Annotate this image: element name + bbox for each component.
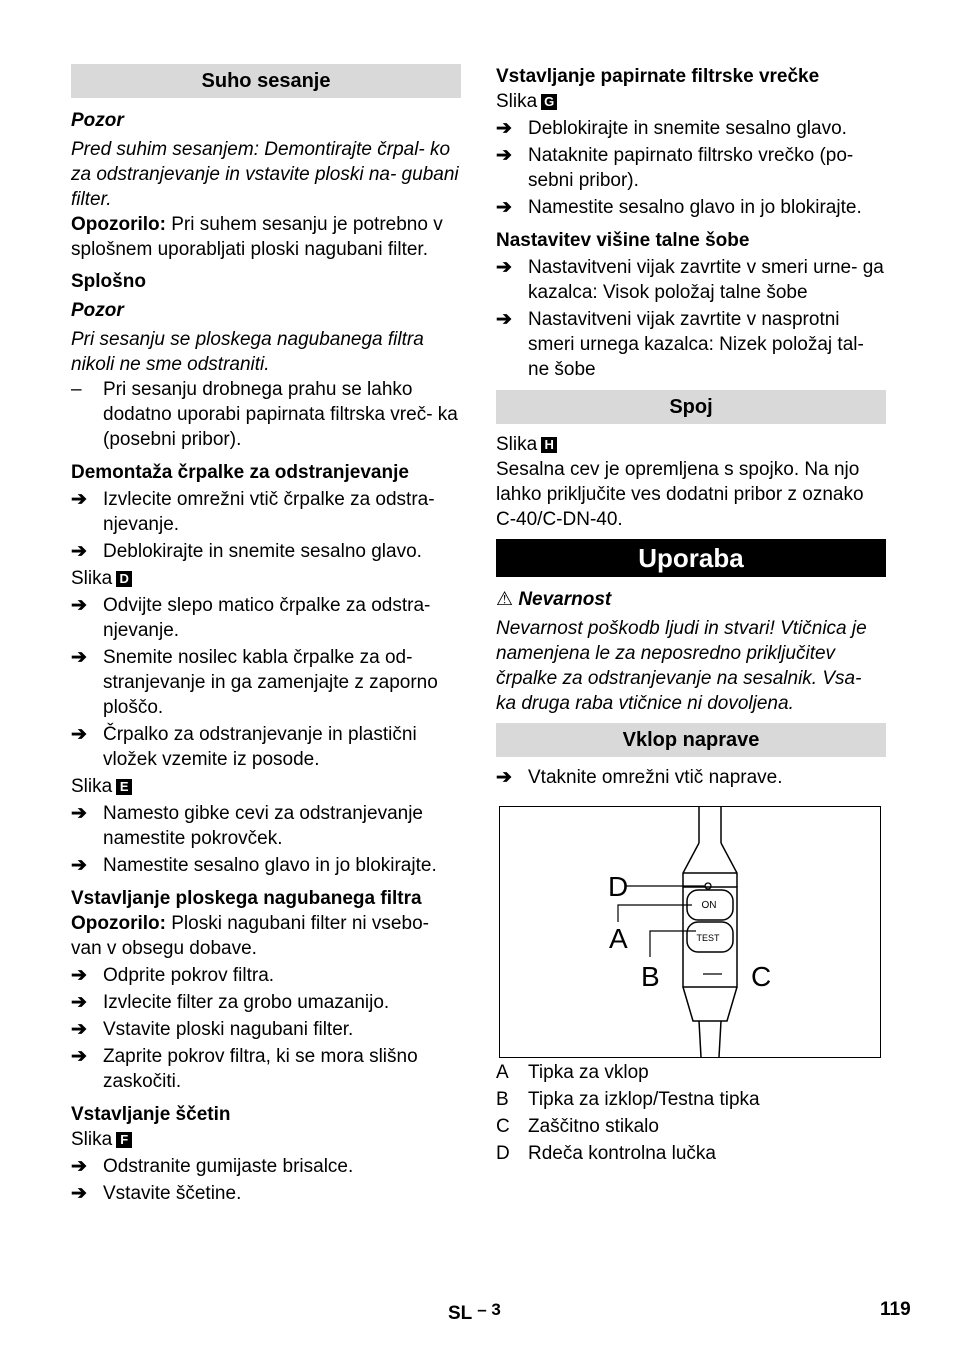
heading-scetin: Vstavljanje ščetin [71, 1104, 231, 1125]
footer-language: SL – 3 [448, 1300, 501, 1324]
callout-c: C [751, 961, 772, 992]
figure-letter-badge: G [541, 94, 557, 110]
section-title-uporaba: Uporaba [496, 539, 886, 577]
arrow-right-icon: ➔ [496, 767, 512, 788]
device-figure [499, 806, 881, 1058]
spoj-text: Sesalna cev je opremljena s spojko. Na njo lahko priključite ves dodatni pribor z oznako C-40/C-DN-40. [496, 459, 864, 530]
arrow-right-icon: ➔ [496, 145, 512, 166]
list-item: ➔ Odvijte slepo matico črpalke za odstra- njevanje. [71, 595, 431, 641]
opozorilo-label: Opozorilo: [71, 214, 166, 235]
arrow-right-icon: ➔ [71, 992, 87, 1013]
heading-splosno: Splošno [71, 271, 146, 292]
list-item: ➔ Nataknite papirnato filtrsko vrečko (po- sebni pribor). [496, 145, 854, 191]
footer-local-page: – 3 [477, 1300, 501, 1319]
arrow-right-icon: ➔ [71, 595, 87, 616]
figure-letter-badge: F [116, 1132, 132, 1148]
on-button-label: ON [701, 900, 717, 911]
list-item: ➔ Vtaknite omrežni vtič naprave. [496, 767, 783, 788]
figure-letter-badge: D [116, 571, 132, 587]
figure-ref-f: Slika F [71, 1127, 461, 1152]
dash-icon: – [71, 379, 82, 400]
figure-legend [496, 1060, 886, 1166]
callout-b: B [641, 961, 660, 992]
figure-ref-g: Slika G [496, 89, 886, 114]
pozor-text-2: Pri sesanju se ploskega nagubanega filtra nikoli ne sme odstraniti. [71, 329, 424, 375]
arrow-right-icon: ➔ [71, 855, 87, 876]
legend-item: A Tipka za vklop [496, 1062, 649, 1083]
arrow-right-icon: ➔ [71, 1046, 87, 1067]
list-item: ➔ Nastavitveni vijak zavrtite v nasprotni smeri urnega kazalca: Nizek položaj tal- ne šobe [496, 309, 864, 380]
list-item: ➔ Izvlecite filter za grobo umazanijo. [71, 992, 390, 1013]
arrow-right-icon: ➔ [71, 1156, 87, 1177]
legend-item: D Rdeča kontrolna lučka [496, 1143, 716, 1164]
arrow-right-icon: ➔ [496, 118, 512, 139]
opozorilo-paragraph [71, 212, 461, 262]
legend-item: B Tipka za izklop/Testna tipka [496, 1089, 760, 1110]
arrow-right-icon: ➔ [71, 1019, 87, 1040]
figure-ref-d: Slika D [71, 566, 461, 591]
arrow-right-icon: ➔ [71, 1183, 87, 1204]
pozor-text: Pred suhim sesanjem: Demontirajte črpal- ko za odstranjevanje in vstavite ploski na- gubani filter. [71, 139, 459, 210]
arrow-right-icon: ➔ [496, 197, 512, 218]
heading-demontaza: Demontaža črpalke za odstranjevanje [71, 462, 409, 483]
dash-list-item: – Pri sesanju drobnega prahu se lahko dodatno uporabi papirnata filtrska vreč- ka (posebni pribor). [71, 379, 458, 450]
list-item: ➔ Namestite sesalno glavo in jo blokirajte. [496, 197, 862, 218]
test-button-label: TEST [696, 933, 720, 943]
arrow-right-icon: ➔ [71, 803, 87, 824]
list-item: ➔ Izvlecite omrežni vtič črpalke za odstra- njevanje. [71, 489, 435, 535]
figure-ref-e: Slika E [71, 774, 461, 799]
opozorilo-text: Pri suhem sesanju je potrebno v splošnem uporabljati ploski nagubani filter. [71, 214, 443, 260]
figure-letter-badge: E [116, 779, 132, 795]
arrow-right-icon: ➔ [496, 257, 512, 278]
right-column [496, 64, 886, 1166]
arrow-right-icon: ➔ [71, 647, 87, 668]
pozor-label: Pozor [71, 110, 124, 131]
callout-a: A [609, 923, 628, 954]
pozor-label-2: Pozor [71, 300, 124, 321]
arrow-right-icon: ➔ [71, 489, 87, 510]
list-item: ➔ Zaprite pokrov filtra, ki se mora slišno zaskočiti. [71, 1046, 418, 1092]
arrow-right-icon: ➔ [71, 541, 87, 562]
list-item: ➔ Namesto gibke cevi za odstranjevanje namestite pokrovček. [71, 803, 424, 849]
callout-d: D [608, 871, 629, 902]
figure-letter-badge: H [541, 437, 557, 453]
list-item: ➔ Črpalko za odstranjevanje in plastični vložek vzemite iz posode. [71, 724, 417, 770]
list-item: ➔ Odprite pokrov filtra. [71, 965, 275, 986]
list-item: ➔ Vstavite ščetine. [71, 1183, 242, 1204]
arrow-right-icon: ➔ [71, 724, 87, 745]
left-column [71, 64, 461, 1206]
list-item: ➔ Nastavitveni vijak zavrtite v smeri urne- ga kazalca: Visok položaj talne šobe [496, 257, 884, 303]
list-item: ➔ Namestite sesalno glavo in jo blokirajte. [71, 855, 437, 876]
section-title-spoj: Spoj [496, 390, 886, 424]
nevarnost-label: ⚠ Nevarnost [496, 589, 612, 610]
warning-triangle-icon: ⚠ [496, 589, 514, 610]
ploski-opozorilo: Opozorilo: Ploski nagubani filter ni vsebo- van v obsegu dobave. [71, 913, 429, 959]
section-title-suho: Suho sesanje [71, 64, 461, 98]
plug-switch-drawing [500, 807, 880, 1057]
arrow-right-icon: ➔ [496, 309, 512, 330]
heading-visina: Nastavitev višine talne šobe [496, 230, 750, 251]
heading-ploski: Vstavljanje ploskega nagubanega filtra [71, 888, 422, 909]
heading-vrecke: Vstavljanje papirnate filtrske vrečke [496, 66, 820, 87]
legend-item: C Zaščitno stikalo [496, 1116, 659, 1137]
page-number: 119 [880, 1299, 911, 1320]
list-item: ➔ Deblokirajte in snemite sesalno glavo. [71, 541, 422, 562]
list-item: ➔ Snemite nosilec kabla črpalke za od- stranjevanje in ga zamenjajte z zaporno ploščo. [71, 647, 438, 718]
nevarnost-text: Nevarnost poškodb ljudi in stvari! Vtičnica je namenjena le za neposredno priključitev črpalke za odstranjevanje na sesalnik. Vsa- ka druga raba vtičnice ni dovoljena. [496, 618, 867, 714]
section-title-vklop: Vklop naprave [496, 723, 886, 757]
figure-ref-h: Slika H [496, 432, 886, 457]
list-item: ➔ Odstranite gumijaste brisalce. [71, 1156, 354, 1177]
list-item: ➔ Deblokirajte in snemite sesalno glavo. [496, 118, 847, 139]
arrow-right-icon: ➔ [71, 965, 87, 986]
list-item: ➔ Vstavite ploski nagubani filter. [71, 1019, 354, 1040]
